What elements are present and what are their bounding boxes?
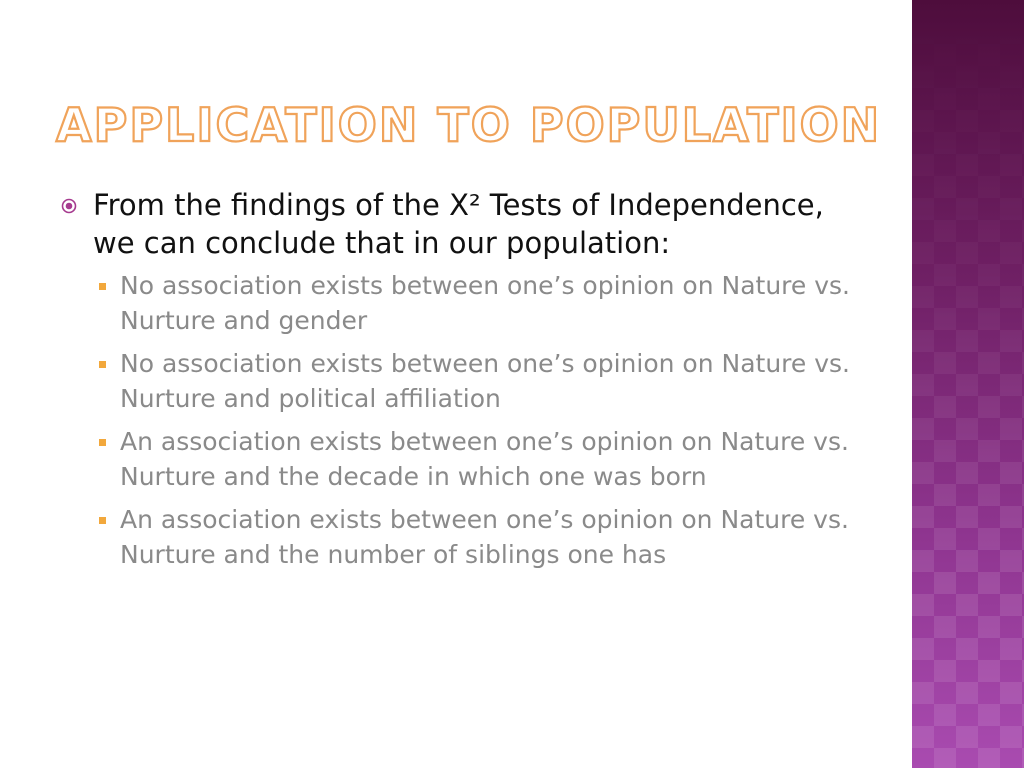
slide-title: APPLICATION TO POPULATION xyxy=(56,98,882,152)
sub-bullet-item xyxy=(120,424,860,494)
slide-body xyxy=(60,186,860,580)
sub-bullet-item xyxy=(120,502,860,572)
sub-bullet-list xyxy=(60,268,860,572)
decorative-side-band xyxy=(912,0,1024,768)
sub-bullet-text: No association exists between one’s opinion on Nature vs. Nurture and political affiliation xyxy=(120,349,850,413)
sub-bullet-text: An association exists between one’s opinion on Nature vs. Nurture and the number of siblings one has xyxy=(120,505,849,569)
square-bullet-icon xyxy=(99,283,106,290)
sub-bullet-text: No association exists between one’s opinion on Nature vs. Nurture and gender xyxy=(120,271,850,335)
diamond-pattern xyxy=(912,0,1024,768)
sub-bullet-text: An association exists between one’s opinion on Nature vs. Nurture and the decade in which one was born xyxy=(120,427,849,491)
square-bullet-icon xyxy=(99,361,106,368)
square-bullet-icon xyxy=(99,517,106,524)
sub-bullet-item xyxy=(120,346,860,416)
circle-dot-icon xyxy=(61,198,77,214)
main-bullet xyxy=(60,186,860,262)
square-bullet-icon xyxy=(99,439,106,446)
sub-bullet-item xyxy=(120,268,860,338)
main-bullet-text: From the findings of the X² Tests of Independence, we can conclude that in our population: xyxy=(93,188,824,260)
